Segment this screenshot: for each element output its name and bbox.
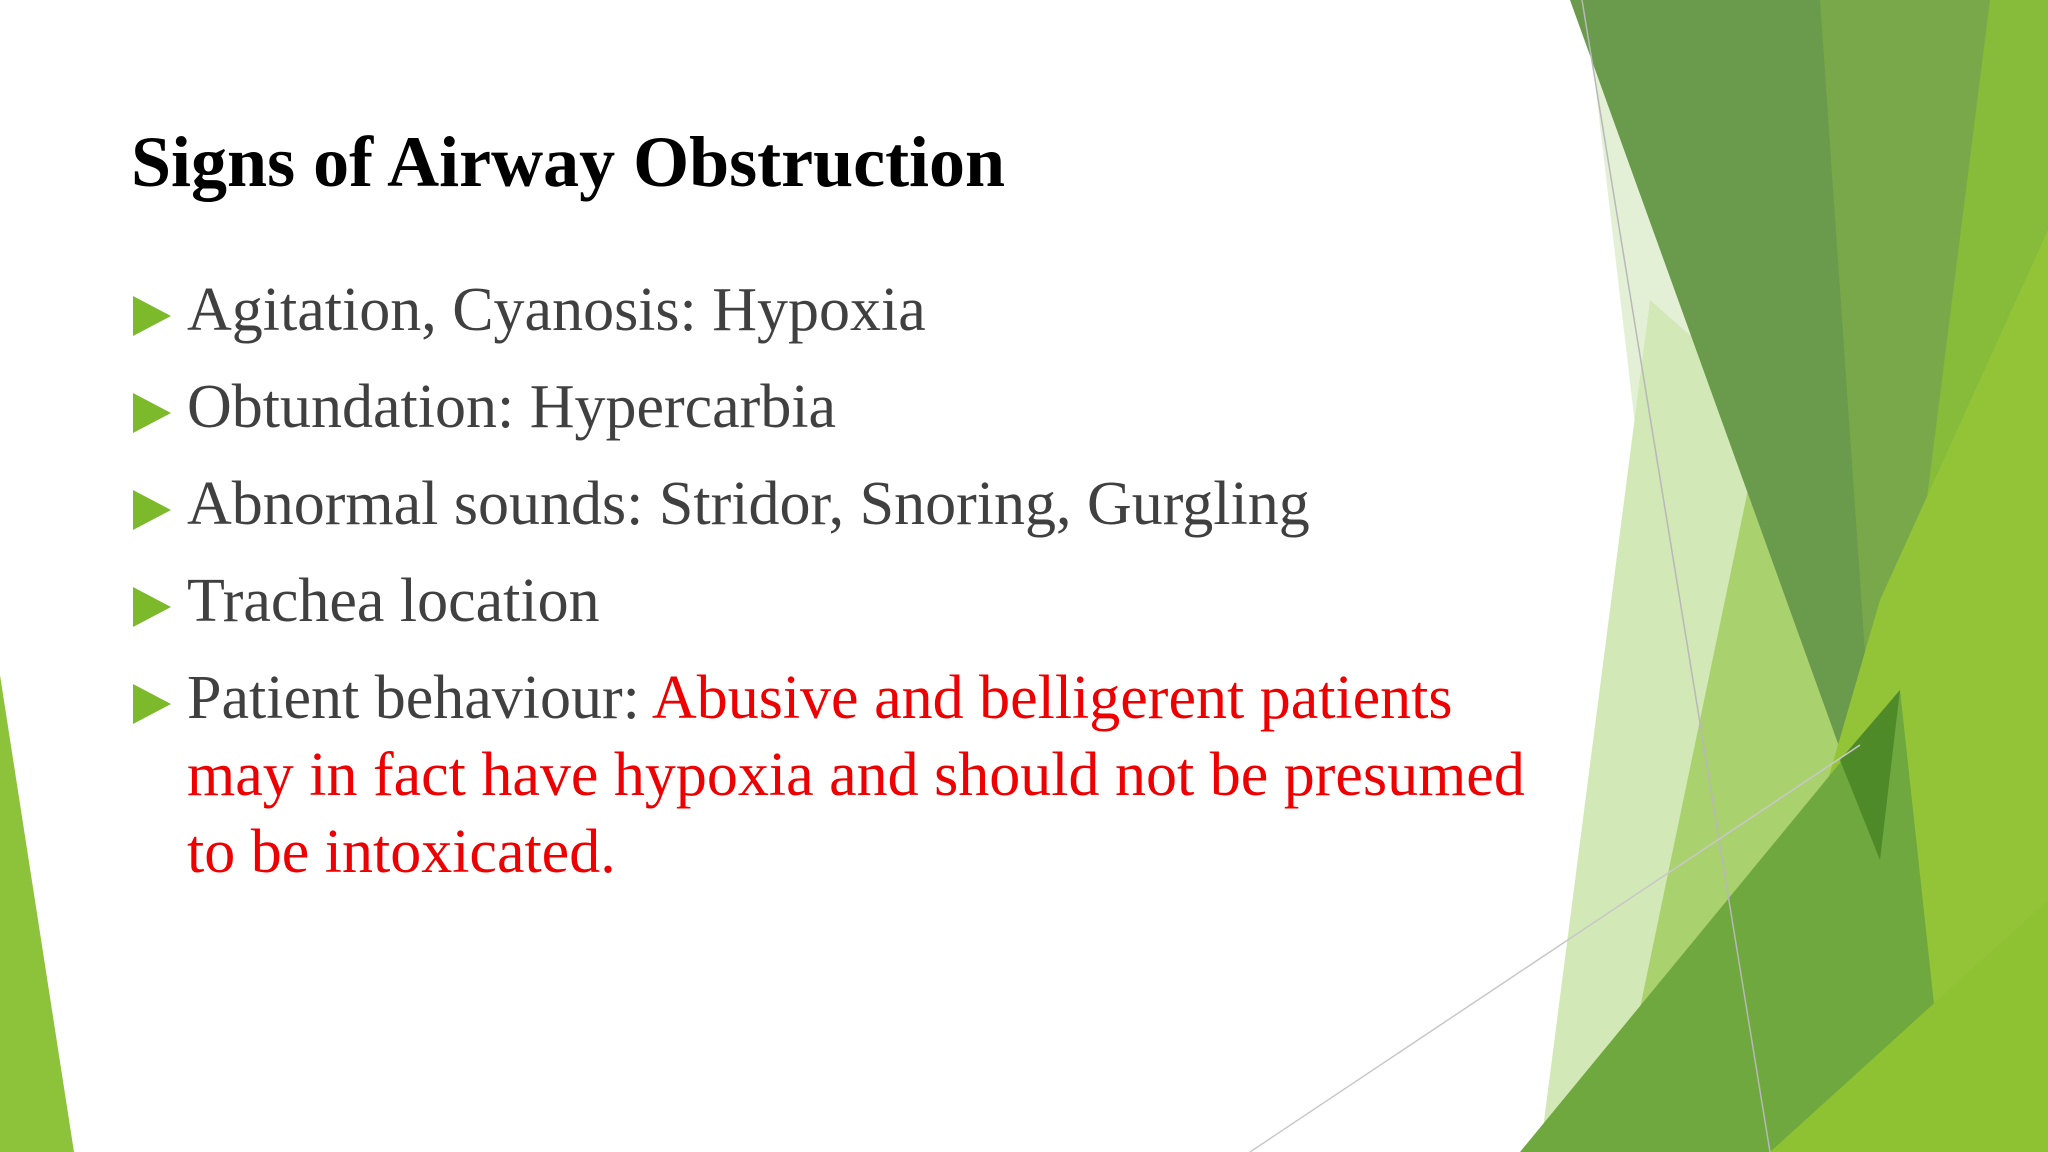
bullet-text: Abnormal sounds: Stridor, Snoring, Gurgling: [187, 470, 1310, 538]
bullet-item: [131, 272, 1551, 349]
bullet-text: Trachea location: [187, 567, 600, 635]
bullet-emphasis-text: Abusive and belligerent patients may in fact have hypoxia and should not be presumed to be intoxicated.: [187, 664, 1525, 886]
slide-title: Signs of Airway Obstruction: [131, 122, 1006, 202]
triangle-right-icon: [133, 490, 171, 530]
bullet-item: [131, 660, 1551, 891]
triangle-right-icon: [133, 587, 171, 627]
bullet-item: [131, 563, 1551, 640]
triangle-right-icon: [133, 684, 171, 724]
bullet-text: Patient behaviour:: [187, 664, 652, 732]
bullet-text: Obtundation: Hypercarbia: [187, 373, 837, 441]
bullet-item: [131, 369, 1551, 446]
bullet-item: [131, 466, 1551, 543]
triangle-right-icon: [133, 296, 171, 336]
bullet-list: [131, 272, 1551, 911]
triangle-right-icon: [133, 393, 171, 433]
bullet-text: Agitation, Cyanosis: Hypoxia: [187, 276, 926, 344]
left-green-sliver: [0, 675, 74, 1152]
